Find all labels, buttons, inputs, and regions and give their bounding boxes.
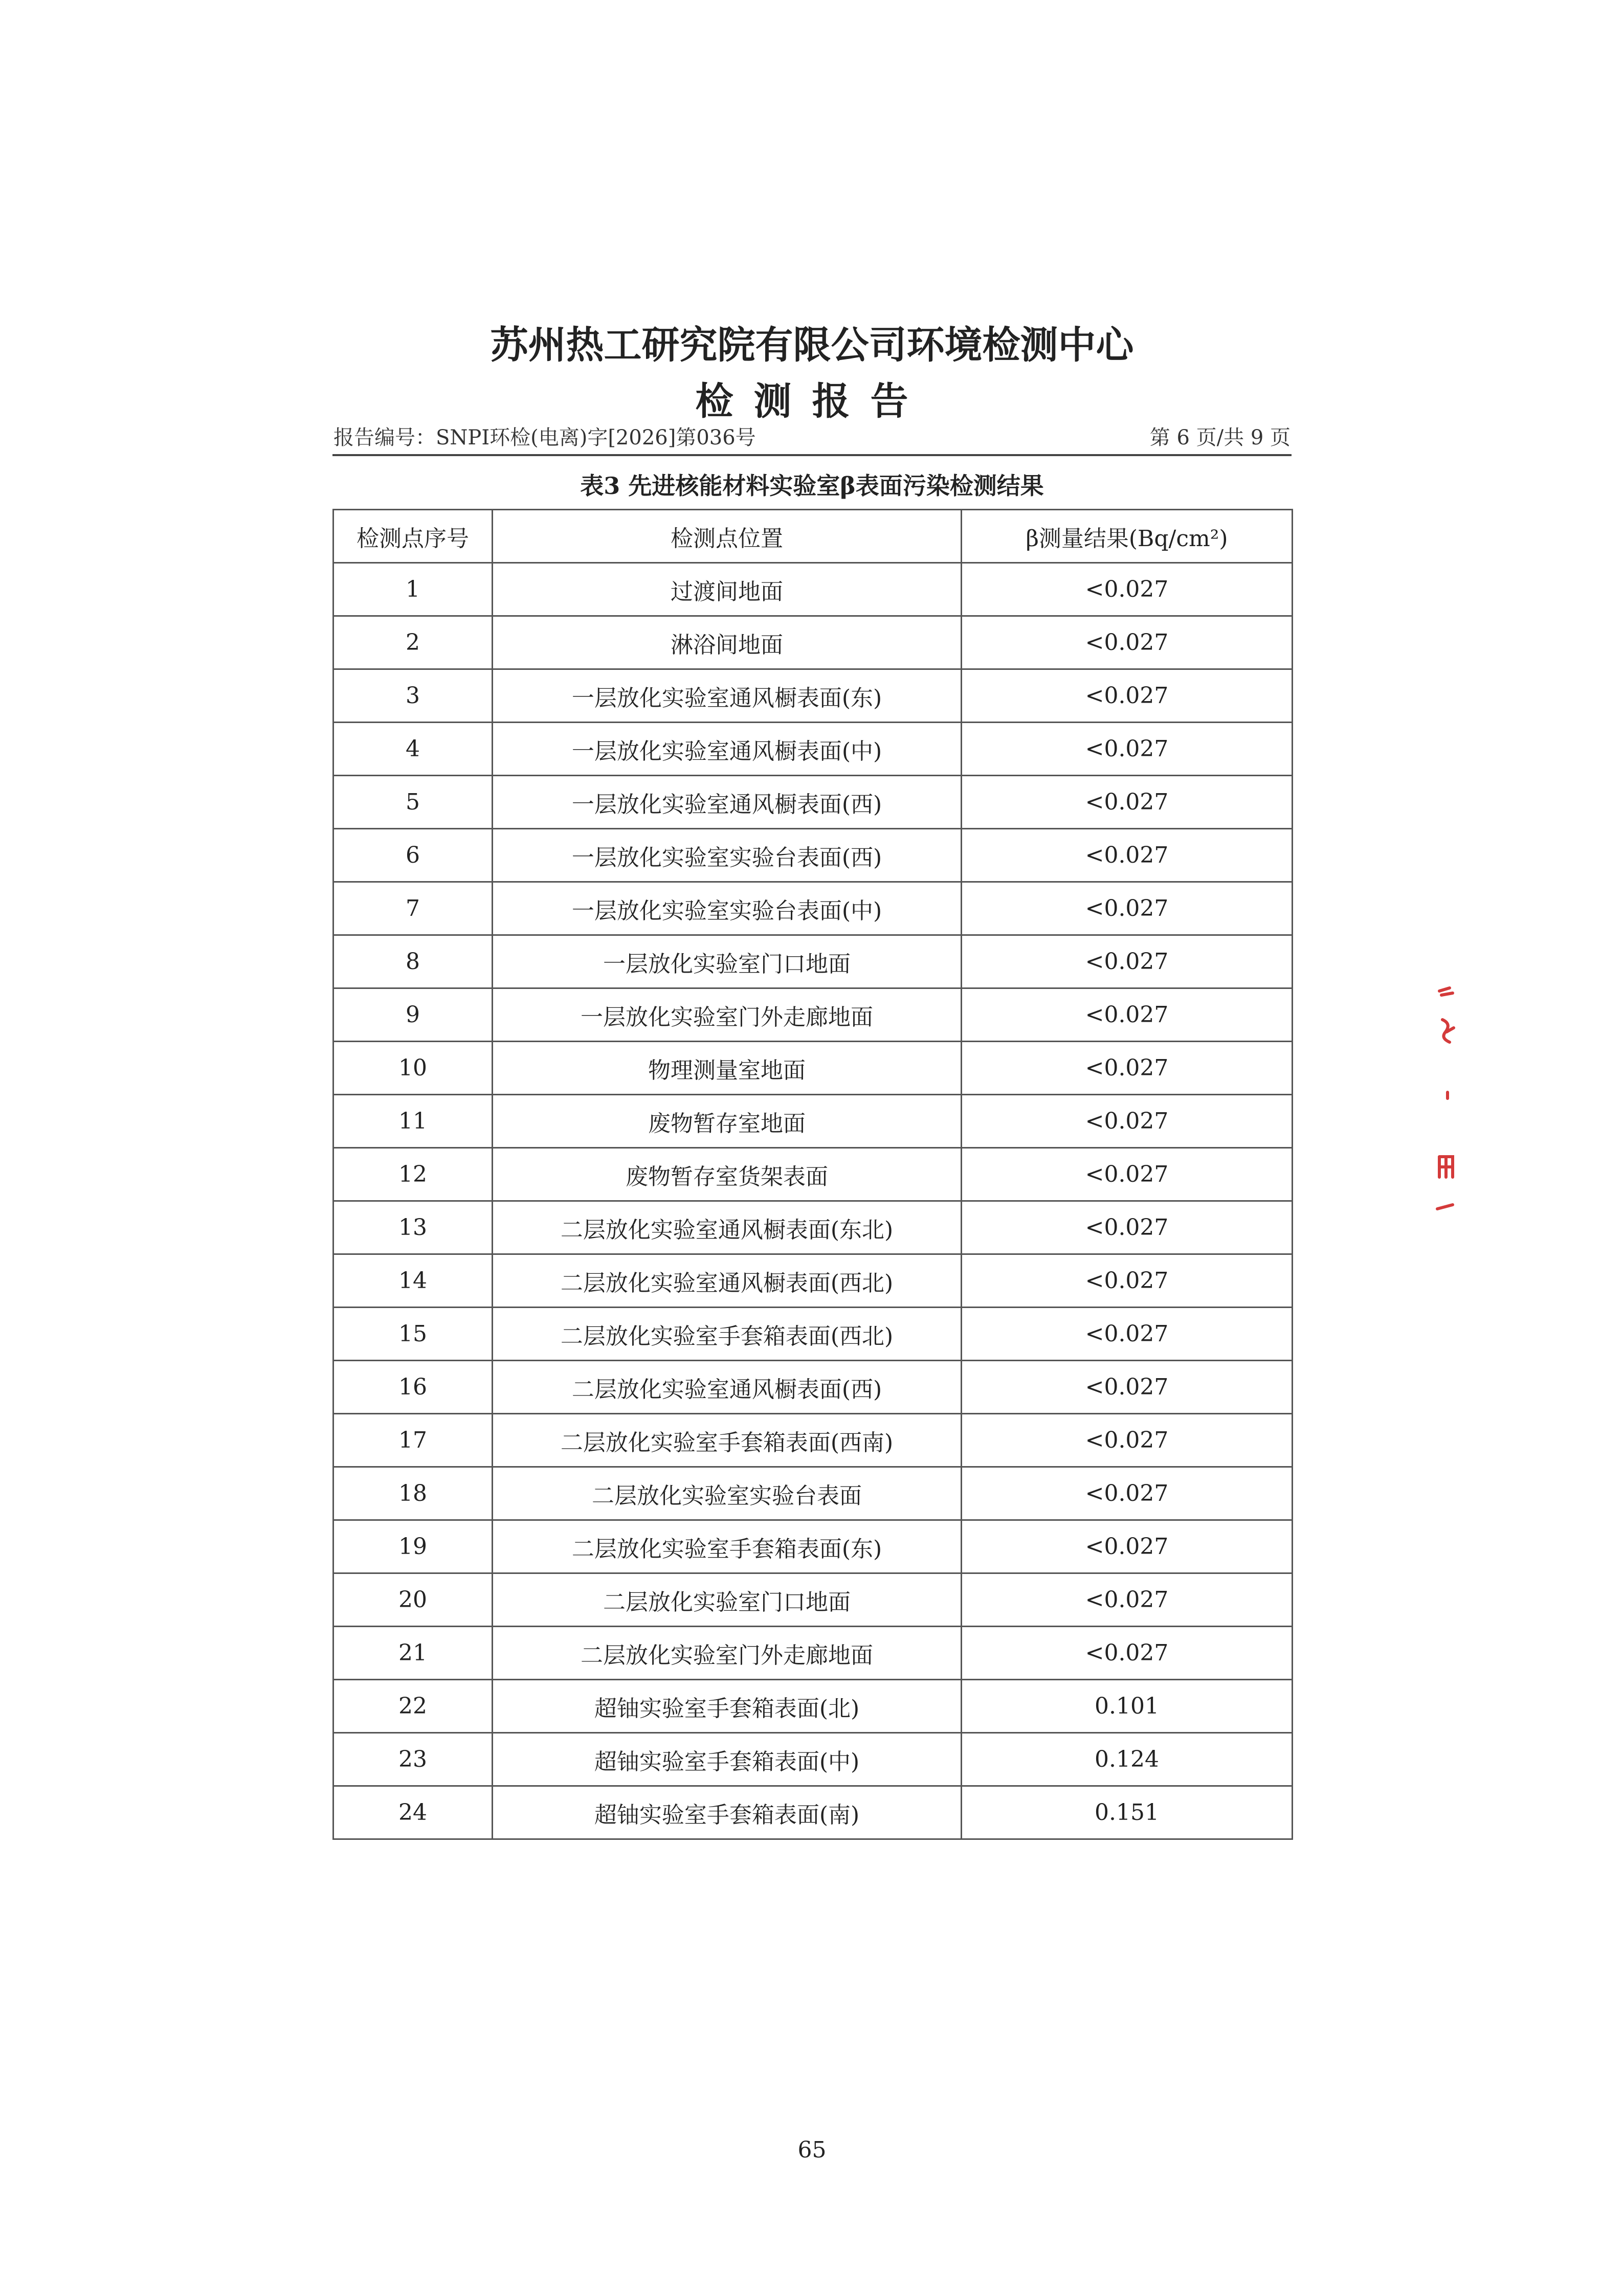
beta-result-cell: <0.027 <box>962 988 1293 1042</box>
table-row <box>333 723 1293 776</box>
org-title: 苏州热工研究院有限公司环境检测中心 <box>490 323 1134 367</box>
table-row <box>333 1254 1293 1308</box>
point-location-cell: 二层放化实验室通风橱表面(东北) <box>493 1201 962 1254</box>
point-number-cell: 21 <box>333 1627 493 1680</box>
header-divider <box>332 454 1292 456</box>
point-location-cell: 过渡间地面 <box>493 563 962 616</box>
beta-result-cell: <0.027 <box>962 723 1293 776</box>
column-header-result: β测量结果(Bq/cm²) <box>962 510 1293 563</box>
point-location-cell: 二层放化实验室手套箱表面(西北) <box>493 1308 962 1361</box>
table-row <box>333 1042 1293 1095</box>
table-row <box>333 1361 1293 1414</box>
table-row <box>333 988 1293 1042</box>
point-location-cell: 二层放化实验室手套箱表面(西南) <box>493 1414 962 1467</box>
point-location-cell: 一层放化实验室通风橱表面(东) <box>493 669 962 723</box>
table-row <box>333 1148 1293 1201</box>
beta-result-cell: <0.027 <box>962 616 1293 669</box>
table-row <box>333 1414 1293 1467</box>
beta-result-cell: <0.027 <box>962 776 1293 829</box>
point-number-cell: 7 <box>333 882 493 935</box>
beta-result-cell: <0.027 <box>962 1201 1293 1254</box>
results-table <box>332 509 1293 1840</box>
point-number-cell: 22 <box>333 1680 493 1733</box>
column-header-no: 检测点序号 <box>333 510 493 563</box>
table-header-row <box>333 510 1293 563</box>
point-number-cell: 11 <box>333 1095 493 1148</box>
beta-result-cell: <0.027 <box>962 1254 1293 1308</box>
point-location-cell: 二层放化实验室门口地面 <box>493 1573 962 1627</box>
table-row <box>333 1627 1293 1680</box>
table-row <box>333 1520 1293 1573</box>
table-title: 表3 先进核能材料实验室β表面污染检测结果 <box>580 472 1044 500</box>
beta-result-cell: <0.027 <box>962 1308 1293 1361</box>
point-number-cell: 14 <box>333 1254 493 1308</box>
point-location-cell: 超铀实验室手套箱表面(中) <box>493 1733 962 1786</box>
point-location-cell: 一层放化实验室实验台表面(西) <box>493 829 962 882</box>
table-row <box>333 563 1293 616</box>
beta-result-cell: <0.027 <box>962 1361 1293 1414</box>
table-row <box>333 1733 1293 1786</box>
point-number-cell: 3 <box>333 669 493 723</box>
beta-result-cell: <0.027 <box>962 1042 1293 1095</box>
table-row <box>333 776 1293 829</box>
point-location-cell: 二层放化实验室实验台表面 <box>493 1467 962 1520</box>
table-row <box>333 616 1293 669</box>
report-title: 检测报告 <box>695 379 929 423</box>
point-number-cell: 5 <box>333 776 493 829</box>
table-row <box>333 829 1293 882</box>
point-number-cell: 20 <box>333 1573 493 1627</box>
point-number-cell: 24 <box>333 1786 493 1839</box>
point-location-cell: 二层放化实验室手套箱表面(东) <box>493 1520 962 1573</box>
table-row <box>333 1467 1293 1520</box>
point-location-cell: 淋浴间地面 <box>493 616 962 669</box>
beta-result-cell: <0.027 <box>962 1627 1293 1680</box>
table-row <box>333 669 1293 723</box>
table-row <box>333 1095 1293 1148</box>
point-number-cell: 9 <box>333 988 493 1042</box>
point-number-cell: 6 <box>333 829 493 882</box>
column-header-location: 检测点位置 <box>493 510 962 563</box>
point-number-cell: 12 <box>333 1148 493 1201</box>
point-location-cell: 超铀实验室手套箱表面(北) <box>493 1680 962 1733</box>
beta-result-cell: <0.027 <box>962 669 1293 723</box>
table-row <box>333 882 1293 935</box>
beta-result-cell: 0.101 <box>962 1680 1293 1733</box>
point-location-cell: 废物暂存室地面 <box>493 1095 962 1148</box>
beta-result-cell: <0.027 <box>962 1095 1293 1148</box>
beta-result-cell: <0.027 <box>962 1573 1293 1627</box>
point-location-cell: 二层放化实验室通风橱表面(西北) <box>493 1254 962 1308</box>
beta-result-cell: 0.124 <box>962 1733 1293 1786</box>
beta-result-cell: <0.027 <box>962 1520 1293 1573</box>
point-location-cell: 二层放化实验室通风橱表面(西) <box>493 1361 962 1414</box>
results-table-body <box>333 563 1293 1839</box>
table-row <box>333 1201 1293 1254</box>
beta-result-cell: <0.027 <box>962 1148 1293 1201</box>
point-number-cell: 10 <box>333 1042 493 1095</box>
beta-result-cell: <0.027 <box>962 1414 1293 1467</box>
point-number-cell: 8 <box>333 935 493 988</box>
point-number-cell: 19 <box>333 1520 493 1573</box>
page-number: 65 <box>797 2137 827 2163</box>
point-number-cell: 18 <box>333 1467 493 1520</box>
table-row <box>333 1308 1293 1361</box>
point-number-cell: 17 <box>333 1414 493 1467</box>
point-number-cell: 2 <box>333 616 493 669</box>
point-location-cell: 一层放化实验室通风橱表面(中) <box>493 723 962 776</box>
point-location-cell: 二层放化实验室门外走廊地面 <box>493 1627 962 1680</box>
table-row <box>333 935 1293 988</box>
point-number-cell: 1 <box>333 563 493 616</box>
point-number-cell: 16 <box>333 1361 493 1414</box>
table-row <box>333 1680 1293 1733</box>
table-row <box>333 1786 1293 1839</box>
beta-result-cell: <0.027 <box>962 829 1293 882</box>
beta-result-cell: <0.027 <box>962 563 1293 616</box>
point-location-cell: 超铀实验室手套箱表面(南) <box>493 1786 962 1839</box>
page-info: 第 6 页/共 9 页 <box>1149 426 1291 449</box>
table-row <box>333 1573 1293 1627</box>
point-location-cell: 废物暂存室货架表面 <box>493 1148 962 1201</box>
point-location-cell: 物理测量室地面 <box>493 1042 962 1095</box>
beta-result-cell: <0.027 <box>962 1467 1293 1520</box>
beta-result-cell: <0.027 <box>962 935 1293 988</box>
point-location-cell: 一层放化实验室通风橱表面(西) <box>493 776 962 829</box>
point-location-cell: 一层放化实验室门口地面 <box>493 935 962 988</box>
point-number-cell: 4 <box>333 723 493 776</box>
seal-stamp-fragment <box>1432 977 1463 1243</box>
point-location-cell: 一层放化实验室门外走廊地面 <box>493 988 962 1042</box>
report-number: 报告编号：SNPI环检(电离)字[2026]第036号 <box>333 426 756 449</box>
point-location-cell: 一层放化实验室实验台表面(中) <box>493 882 962 935</box>
point-number-cell: 13 <box>333 1201 493 1254</box>
point-number-cell: 23 <box>333 1733 493 1786</box>
beta-result-cell: <0.027 <box>962 882 1293 935</box>
point-number-cell: 15 <box>333 1308 493 1361</box>
beta-result-cell: 0.151 <box>962 1786 1293 1839</box>
